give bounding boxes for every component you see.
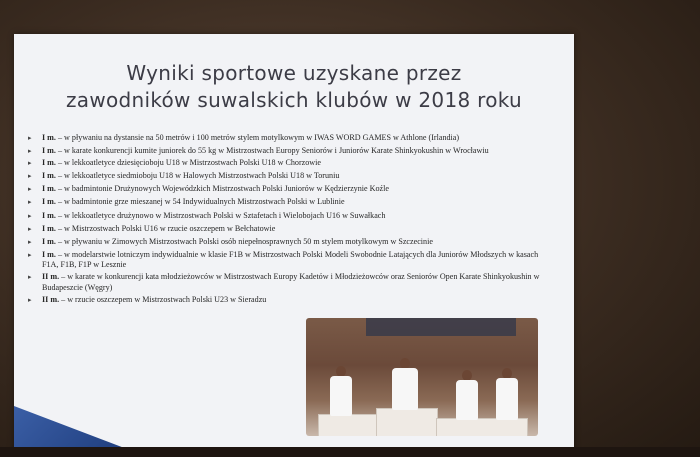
result-rank: II m.	[42, 272, 60, 282]
list-item	[28, 184, 548, 195]
result-text: – w lekkoatletyce siedmioboju U18 w Halowych Mistrzostwach Polski U18 w Toruniu	[55, 171, 340, 181]
decor-blue-wedge	[14, 406, 224, 452]
result-rank: I m.	[42, 223, 56, 233]
result-rank: I m.	[42, 171, 56, 181]
triangle-bullet-icon: ▸	[28, 224, 32, 233]
slide-title-line-2: zawodników suwalskich klubów w 2018 roku	[65, 88, 523, 112]
result-text: – w rzucie oszczepem w Mistrzostwach Polski U23 w Sieradzu	[59, 295, 267, 305]
triangle-bullet-icon: ▸	[28, 250, 32, 259]
podium-first	[376, 408, 438, 436]
result-rank: I m.	[42, 197, 56, 207]
result-rank: I m.	[42, 158, 56, 168]
podium-photo	[306, 318, 538, 436]
triangle-bullet-icon: ▸	[28, 273, 32, 282]
triangle-bullet-icon: ▸	[28, 237, 32, 246]
result-rank: I m.	[42, 133, 56, 142]
result-text: – w lekkoatletyce dziesięcioboju U18 w Mistrzostwach Polski U18 w Chorzowie	[55, 158, 321, 168]
results-list	[28, 133, 548, 308]
result-rank: I m.	[42, 249, 56, 259]
podium-third	[436, 418, 528, 436]
list-item	[28, 211, 548, 222]
triangle-bullet-icon: ▸	[28, 198, 32, 207]
list-item	[28, 197, 548, 208]
list-item	[28, 146, 548, 157]
list-item	[28, 237, 548, 248]
result-rank: I m.	[42, 236, 56, 246]
photo-banner	[366, 318, 516, 336]
triangle-bullet-icon: ▸	[28, 211, 32, 220]
result-text: – w pływaniu na dystansie na 50 metrów i 100 metrów stylem motylkowym w IWAS WORD GAMES w Athlone (Irlandia)	[55, 133, 460, 142]
list-item	[28, 158, 548, 169]
result-text: – w Mistrzostwach Polski U16 w rzucie oszczepem w Bełchatowie	[55, 223, 276, 233]
triangle-bullet-icon: ▸	[28, 159, 32, 168]
fighter-figure	[392, 368, 418, 410]
slide-title-line-1: Wyniki sportowe uzyskane przez	[126, 61, 462, 85]
fighter-figure	[456, 380, 478, 420]
result-text: – w badmintonie Drużynowych Wojewódzkich Mistrzostwach Polski Juniorów w Kędzierzynie Koźle	[55, 184, 389, 194]
result-rank: II m.	[42, 295, 60, 305]
list-item	[28, 224, 548, 235]
triangle-bullet-icon: ▸	[28, 147, 32, 156]
list-item	[28, 250, 548, 271]
result-text: – w pływaniu w Zimowych Mistrzostwach Polski osób niepełnosprawnych 50 m stylem motylkowym w Szczecinie	[55, 236, 433, 246]
fighter-figure	[496, 378, 518, 420]
list-item	[28, 133, 548, 144]
result-text: – w karate konkurencji kumite juniorek do 55 kg w Mistrzostwach Europy Seniorów i Juniorów Karate Shinkyokushin w Wrocławiu	[55, 146, 489, 156]
result-text: – w modelarstwie lotniczym indywidualnie w klasie F1B w Mistrzostwach Polski Modeli Swobodnie Latających dla Juniorów Młodszych w kasach F1A, F1B, F1P w Lesznie	[42, 249, 539, 270]
list-item	[28, 295, 548, 306]
result-rank: I m.	[42, 146, 56, 156]
result-rank: I m.	[42, 210, 56, 220]
projector-screen	[14, 34, 574, 452]
result-text: – w karate w konkurencji kata młodzieżowców w Mistrzostwach Europy Kadetów i Młodzieżowców oraz Seniorów Open Karate Shinkyokushin w Budapeszcie (Węgry)	[42, 272, 540, 292]
floor-shadow	[0, 447, 700, 457]
result-rank: I m.	[42, 184, 56, 194]
triangle-bullet-icon: ▸	[28, 134, 32, 142]
fighter-figure	[330, 376, 352, 416]
triangle-bullet-icon: ▸	[28, 296, 32, 305]
slide-title	[14, 60, 574, 114]
triangle-bullet-icon: ▸	[28, 172, 32, 181]
triangle-bullet-icon: ▸	[28, 185, 32, 194]
result-text: – w lekkoatletyce drużynowo w Mistrzostwach Polski w Sztafetach i Wielobojach U16 w Suwałkach	[55, 210, 386, 220]
list-item	[28, 272, 548, 293]
podium-second	[318, 414, 378, 436]
result-text: – w badmintonie grze mieszanej w 54 Indywidualnych Mistrzostwach Polski w Lublinie	[55, 197, 345, 207]
list-item	[28, 171, 548, 182]
